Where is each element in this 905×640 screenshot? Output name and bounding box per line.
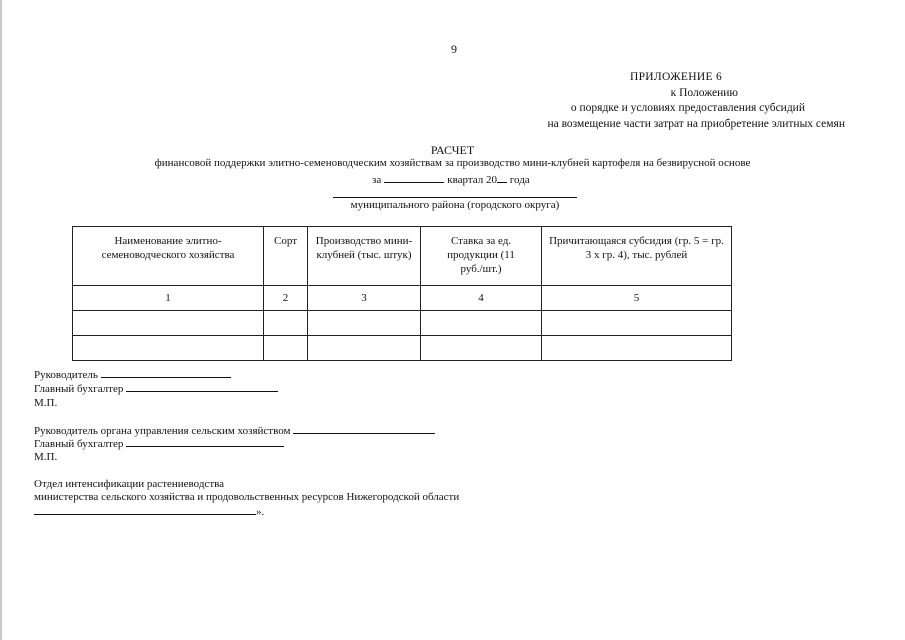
appendix-line-4: на возмещение части затрат на приобретение элитных семян <box>547 117 845 130</box>
period-line <box>372 172 530 186</box>
table-cell <box>421 311 542 336</box>
period-for: за <box>372 174 382 186</box>
table-cell <box>73 311 264 336</box>
col-number: 2 <box>264 286 308 311</box>
table-row <box>73 336 732 361</box>
table-cell <box>421 336 542 361</box>
table-cell <box>73 336 264 361</box>
period-quarter: квартал 20 <box>447 174 498 186</box>
table-cell <box>264 311 308 336</box>
col-header-variety: Сорт <box>264 227 308 286</box>
signature-head: Руководитель <box>34 368 231 381</box>
table-cell <box>264 336 308 361</box>
municipality-line <box>333 197 577 198</box>
table-cell <box>542 336 732 361</box>
scan-edge <box>0 0 2 640</box>
table-cell <box>308 311 421 336</box>
department-signature: ». <box>34 505 264 518</box>
department-line-1: Отдел интенсификации растениеводства <box>34 478 225 490</box>
col-number: 5 <box>542 286 732 311</box>
calc-title: РАСЧЕТ <box>430 143 475 157</box>
signature-line <box>293 424 435 434</box>
calc-subtitle: финансовой поддержки элитно-семеноводческим хозяйствам за производство мини-клубней картофеля на безвирусной основе <box>154 157 751 169</box>
signature-line <box>101 368 231 378</box>
stamp-2: М.П. <box>34 451 58 463</box>
col-header-rate: Ставка за ед. продукции (11 руб./шт.) <box>421 227 542 286</box>
signature-chief-accountant-1: Главный бухгалтер <box>34 382 278 395</box>
signature-agri-head: Руководитель органа управления сельским хозяйством <box>34 424 435 437</box>
signature-chief-accountant-2: Главный бухгалтер <box>34 437 284 450</box>
table-number-row <box>73 286 732 311</box>
signature-line <box>126 382 278 392</box>
col-number: 1 <box>73 286 264 311</box>
stamp-1: М.П. <box>34 397 58 409</box>
calculation-table <box>72 226 732 361</box>
col-number: 4 <box>421 286 542 311</box>
period-year: года <box>509 174 530 186</box>
page-number: 9 <box>451 42 457 56</box>
table-header-row <box>73 227 732 286</box>
quarter-blank <box>384 172 444 183</box>
col-header-subsidy: Причитающаяся субсидия (гр. 5 = гр. 3 х гр. 4), тыс. рублей <box>542 227 732 286</box>
appendix-title: ПРИЛОЖЕНИЕ 6 <box>629 71 722 83</box>
municipality-caption: муниципального района (городского округа) <box>350 199 560 211</box>
year-blank <box>497 172 507 183</box>
appendix-line-2: к Положению <box>670 86 738 99</box>
appendix-block <box>547 70 845 132</box>
table-cell <box>542 311 732 336</box>
table-row <box>73 311 732 336</box>
department-line-2: министерства сельского хозяйства и продовольственных ресурсов Нижегородской области <box>34 491 460 503</box>
col-header-farm: Наименование элитно-семеноводческого хозяйства <box>73 227 264 286</box>
col-number: 3 <box>308 286 421 311</box>
signature-line <box>34 505 256 515</box>
table-cell <box>308 336 421 361</box>
appendix-line-3: о порядке и условиях предоставления субсидий <box>570 102 805 114</box>
col-header-production: Производство мини-клубней (тыс. штук) <box>308 227 421 286</box>
signature-line <box>126 437 284 447</box>
